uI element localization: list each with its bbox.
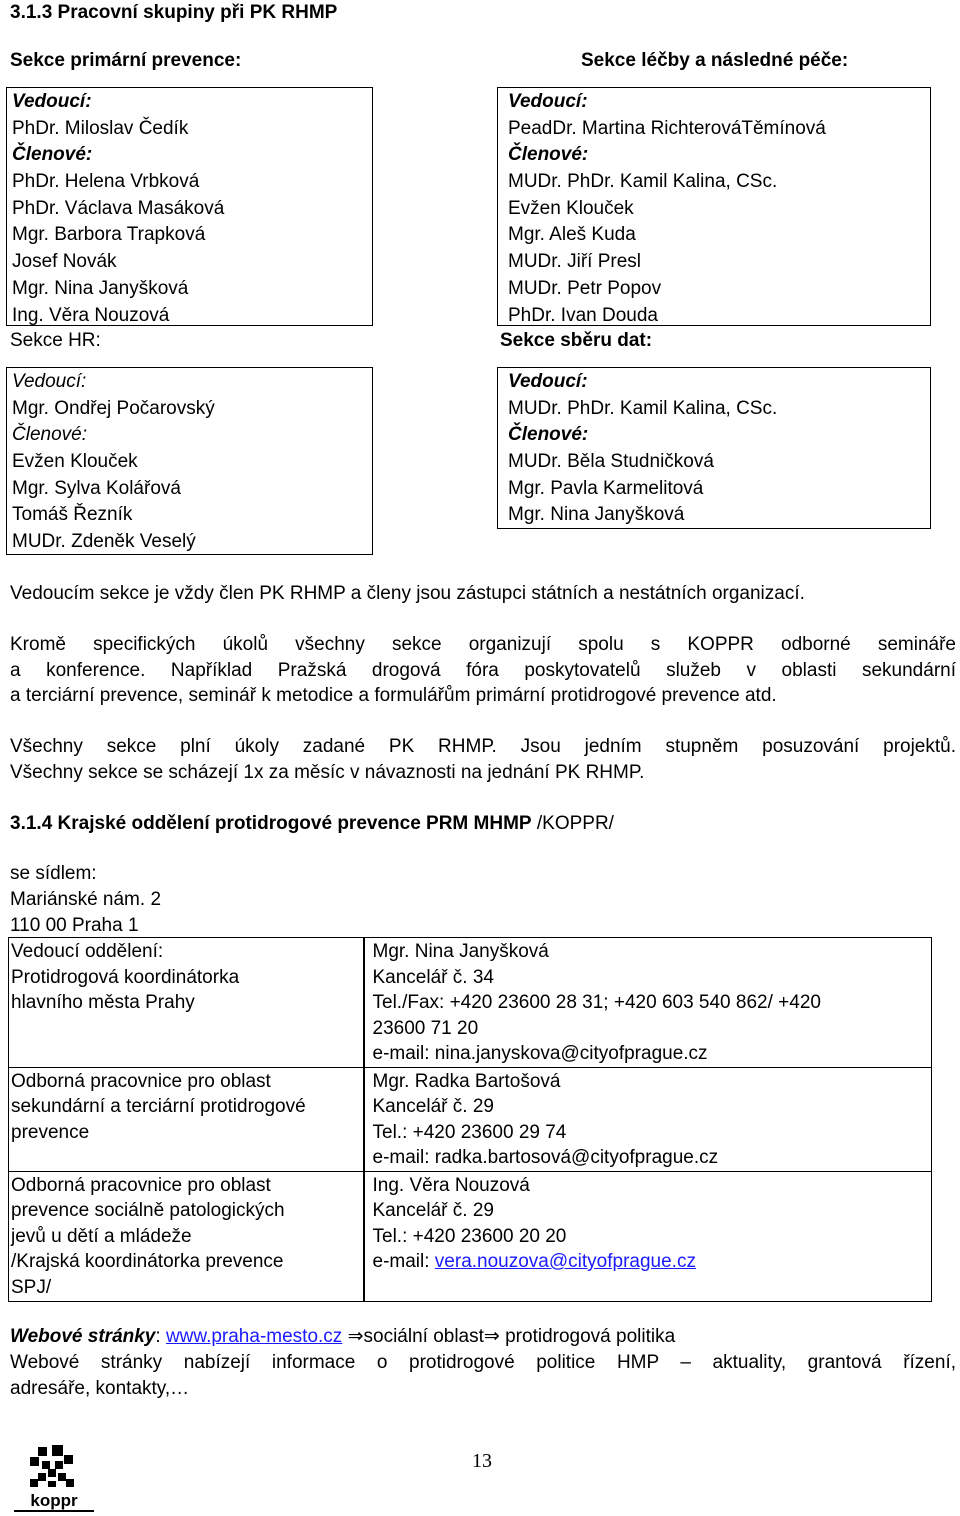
member-name: PhDr. Václava Masáková	[12, 197, 225, 219]
member-name: Mgr. Nina Janyšková	[12, 277, 189, 299]
info-line: Ing. Věra Nouzová	[372, 1174, 530, 1196]
role-cell	[9, 1067, 364, 1171]
leader-label: Vedoucí:	[508, 91, 588, 112]
table-row	[9, 1171, 932, 1301]
info-line: Tel.: +420 23600 20 20	[372, 1225, 567, 1247]
member-name: MUDr. PhDr. Kamil Kalina, CSc.	[508, 171, 778, 193]
role-line: Odborná pracovnice pro oblast	[11, 1174, 271, 1196]
members-label: Členové:	[12, 144, 93, 166]
leader-label: Vedoucí:	[12, 91, 92, 112]
info-line: Tel./Fax: +420 23600 28 31; +420 603 540 862/ +420	[372, 992, 821, 1013]
paragraph-tasks	[10, 734, 956, 785]
member-name: Mgr. Nina Janyšková	[508, 504, 685, 526]
role-line: hlavního města Prahy	[11, 992, 195, 1013]
info-cell	[364, 1171, 932, 1301]
leader-label: Vedoucí:	[12, 371, 87, 392]
leader-name: Mgr. Ondřej Počarovský	[12, 397, 215, 419]
member-name: MUDr. Zdeněk Veselý	[12, 531, 196, 553]
info-line: Tel.: +420 23600 29 74	[372, 1121, 567, 1143]
info-line: Kancelář č. 29	[372, 1096, 494, 1117]
koppr-logo-mark	[8, 1443, 100, 1515]
page-number: 13	[472, 1450, 492, 1472]
web-line	[10, 1324, 675, 1350]
web-description-line: adresáře, kontakty,…	[10, 1377, 190, 1399]
role-line: Protidrogová koordinátorka	[11, 966, 240, 988]
member-name: Evžen Klouček	[12, 451, 138, 473]
data-collection-title: Sekce sběru dat:	[500, 330, 653, 351]
web-path-part: protidrogová politika	[505, 1326, 676, 1347]
subheading	[10, 811, 614, 837]
member-name: Ing. Věra Nouzová	[12, 304, 170, 326]
member-name: MUDr. Petr Popov	[508, 277, 662, 299]
info-line: Mgr. Nina Janyšková	[372, 941, 549, 962]
role-cell	[9, 1171, 364, 1301]
web-description-line: Webové stránky nabízejí informace o protidrogové politice HMP – aktuality, grantová řízení,	[10, 1352, 956, 1373]
member-name: PhDr. Ivan Douda	[508, 304, 658, 326]
web-link[interactable]: www.praha-mesto.cz	[165, 1326, 343, 1347]
web-path-part: sociální oblast	[363, 1326, 484, 1347]
treatment-box	[497, 87, 931, 326]
treatment-section-title: Sekce léčby a následné péče:	[581, 50, 849, 71]
leader-name: PhDr. Miloslav Čedík	[12, 117, 189, 139]
info-cell	[364, 1067, 932, 1171]
leader-label: Vedoucí:	[508, 371, 588, 392]
address-line: 110 00 Praha 1	[10, 915, 139, 936]
role-line: sekundární a terciární protidrogové	[11, 1096, 306, 1117]
role-line: prevence sociálně patologických	[11, 1200, 285, 1221]
role-line: Odborná pracovnice pro oblast	[11, 1070, 271, 1092]
role-line: prevence	[11, 1121, 90, 1143]
address-line: Mariánské nám. 2	[10, 889, 162, 910]
section-heading: 3.1.3 Pracovní skupiny při PK RHMP	[10, 2, 338, 23]
paragraph-line: a terciární prevence, seminář k metodice a formulářům primární protidrogové prevence atd.	[10, 685, 777, 706]
paragraph-line: Všechny sekce se scházejí 1x za měsíc v návaznosti na jednání PK RHMP.	[10, 761, 645, 783]
info-line: Kancelář č. 29	[372, 1200, 494, 1221]
role-line: SPJ/	[11, 1276, 52, 1298]
email-link[interactable]: vera.nouzova@cityofprague.cz	[434, 1251, 696, 1272]
contact-table	[8, 937, 932, 1302]
member-name: PhDr. Helena Vrbková	[12, 171, 200, 193]
member-name: Mgr. Barbora Trapková	[12, 224, 206, 246]
leader-name: PeadDr. Martina RichterováTěmínová	[508, 117, 826, 139]
role-cell	[9, 938, 364, 1068]
members-label: Členové:	[12, 424, 87, 446]
subheading-abbreviation: /KOPPR/	[531, 813, 614, 834]
hr-section-title: Sekce HR:	[10, 330, 101, 351]
hr-box	[6, 367, 373, 555]
table-row	[9, 938, 932, 1068]
web-description	[10, 1350, 956, 1401]
primary-prevention-title: Sekce primární prevence:	[10, 50, 242, 71]
members-label: Členové:	[508, 144, 589, 166]
primary-prevention-box	[6, 87, 373, 326]
web-label: Webové stránky	[10, 1326, 156, 1347]
member-name: Josef Novák	[12, 251, 117, 273]
member-name: MUDr. Jiří Presl	[508, 251, 641, 273]
subheading-title: 3.1.4 Krajské oddělení protidrogové prevence PRM MHMP	[10, 813, 532, 834]
table-row	[9, 1067, 932, 1171]
address-block	[10, 861, 161, 939]
info-cell	[364, 938, 932, 1068]
leader-name: MUDr. PhDr. Kamil Kalina, CSc.	[508, 397, 778, 419]
info-line: Mgr. Radka Bartošová	[372, 1070, 561, 1092]
address-line: se sídlem:	[10, 863, 97, 884]
paragraph-line: a konference. Například Pražská drogová fóra poskytovatelů služeb v oblasti sekundární	[10, 659, 956, 681]
paragraph-line: Kromě specifických úkolů všechny sekce organizují spolu s KOPPR odborné semináře	[10, 634, 956, 655]
info-line: 23600 71 20	[372, 1017, 479, 1039]
paragraph-seminars	[10, 632, 956, 709]
member-name: Mgr. Pavla Karmelitová	[508, 477, 704, 499]
member-name: Evžen Klouček	[508, 197, 634, 219]
role-line: jevů u dětí a mládeže	[11, 1225, 192, 1247]
member-name: Mgr. Sylva Kolářová	[12, 477, 181, 499]
email-label: e-mail:	[372, 1251, 435, 1272]
arrow-icon: ⇒	[483, 1326, 506, 1347]
email-line: e-mail: radka.bartosová@cityofprague.cz	[372, 1147, 719, 1168]
data-collection-box	[497, 367, 931, 529]
members-label: Členové:	[508, 424, 589, 446]
info-line: Kancelář č. 34	[372, 966, 494, 988]
koppr-logo	[8, 1443, 100, 1515]
logo-text: koppr	[30, 1491, 78, 1510]
member-name: Mgr. Aleš Kuda	[508, 224, 636, 246]
email-line: e-mail: nina.janyskova@cityofprague.cz	[372, 1043, 708, 1064]
member-name: MUDr. Běla Studničková	[508, 451, 714, 473]
member-name: Tomáš Řezník	[12, 504, 133, 526]
arrow-icon: ⇒	[342, 1326, 364, 1347]
paragraph-line: Všechny sekce plní úkoly zadané PK RHMP. Jsou jedním stupněm posuzování projektů.	[10, 736, 956, 757]
web-colon: :	[155, 1326, 166, 1347]
email-line	[373, 1249, 932, 1275]
paragraph-section-members: Vedoucím sekce je vždy člen PK RHMP a členy jsou zástupci státních a nestátních organizací.	[10, 583, 805, 604]
role-line: /Krajská koordinátorka prevence	[11, 1251, 284, 1272]
role-line: Vedoucí oddělení:	[11, 941, 164, 962]
